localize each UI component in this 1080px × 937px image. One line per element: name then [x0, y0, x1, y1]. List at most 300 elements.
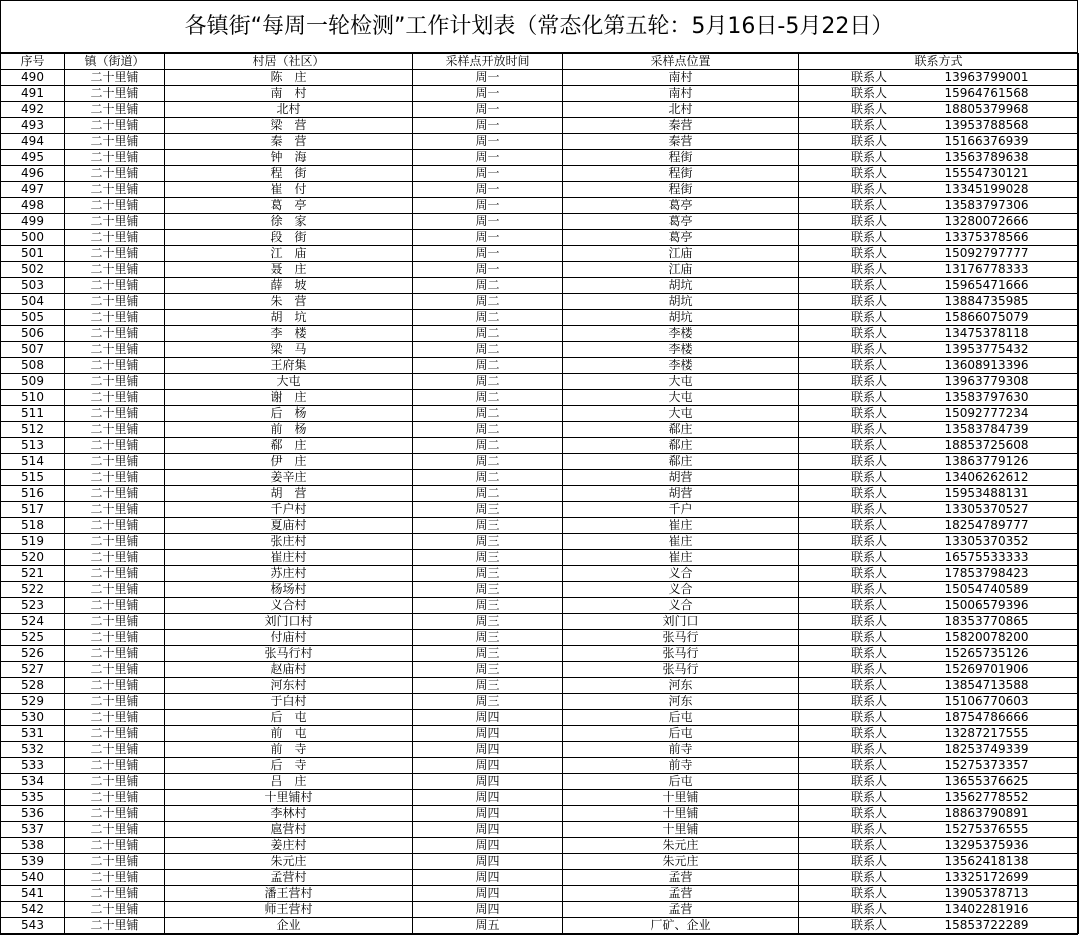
- cell-location: 胡营: [563, 486, 799, 502]
- cell-phone: 15275376555: [919, 822, 1079, 838]
- cell-time: 周三: [413, 598, 563, 614]
- cell-phone: 13562418138: [919, 854, 1079, 870]
- cell-phone: 13375378566: [919, 230, 1079, 246]
- cell-seq: 509: [1, 374, 65, 390]
- cell-time: 周四: [413, 726, 563, 742]
- cell-village: 梁 马: [165, 342, 413, 358]
- cell-phone: 13655376625: [919, 774, 1079, 790]
- cell-seq: 534: [1, 774, 65, 790]
- cell-village: 姜辛庄: [165, 470, 413, 486]
- cell-time: 周四: [413, 790, 563, 806]
- table-row: [1, 774, 1079, 790]
- cell-phone: 13953775432: [919, 342, 1079, 358]
- table-row: [1, 214, 1079, 230]
- cell-town: 二十里铺: [65, 678, 165, 694]
- cell-phone: 13287217555: [919, 726, 1079, 742]
- cell-seq: 533: [1, 758, 65, 774]
- cell-village: 朱元庄: [165, 854, 413, 870]
- cell-seq: 508: [1, 358, 65, 374]
- cell-town: 二十里铺: [65, 262, 165, 278]
- cell-time: 周二: [413, 294, 563, 310]
- cell-seq: 529: [1, 694, 65, 710]
- cell-time: 周一: [413, 214, 563, 230]
- cell-contact-label: 联系人: [799, 358, 919, 374]
- cell-location: 十里铺: [563, 822, 799, 838]
- cell-seq: 511: [1, 406, 65, 422]
- cell-contact-label: 联系人: [799, 870, 919, 886]
- cell-contact-label: 联系人: [799, 470, 919, 486]
- cell-time: 周三: [413, 646, 563, 662]
- cell-contact-label: 联系人: [799, 182, 919, 198]
- cell-contact-label: 联系人: [799, 502, 919, 518]
- cell-contact-label: 联系人: [799, 790, 919, 806]
- cell-contact-label: 联系人: [799, 662, 919, 678]
- cell-phone: 15166376939: [919, 134, 1079, 150]
- table-row: [1, 662, 1079, 678]
- table-row: [1, 502, 1079, 518]
- cell-contact-label: 联系人: [799, 454, 919, 470]
- cell-town: 二十里铺: [65, 550, 165, 566]
- cell-village: 崔 付: [165, 182, 413, 198]
- cell-village: 江 庙: [165, 246, 413, 262]
- schedule-table: [0, 53, 1079, 934]
- cell-phone: 18254789777: [919, 518, 1079, 534]
- cell-village: 张马行村: [165, 646, 413, 662]
- cell-phone: 17853798423: [919, 566, 1079, 582]
- cell-phone: 13905378713: [919, 886, 1079, 902]
- cell-time: 周三: [413, 582, 563, 598]
- cell-time: 周二: [413, 486, 563, 502]
- cell-time: 周一: [413, 70, 563, 86]
- cell-village: 薛 坡: [165, 278, 413, 294]
- cell-time: 周二: [413, 470, 563, 486]
- cell-phone: 13305370527: [919, 502, 1079, 518]
- cell-phone: 13563789638: [919, 150, 1079, 166]
- cell-village: 师王营村: [165, 902, 413, 918]
- cell-location: 葛亭: [563, 198, 799, 214]
- cell-contact-label: 联系人: [799, 150, 919, 166]
- cell-town: 二十里铺: [65, 566, 165, 582]
- cell-time: 周二: [413, 358, 563, 374]
- cell-town: 二十里铺: [65, 374, 165, 390]
- table-row: [1, 374, 1079, 390]
- cell-village: 刘门口村: [165, 614, 413, 630]
- cell-location: 义合: [563, 566, 799, 582]
- cell-town: 二十里铺: [65, 326, 165, 342]
- table-row: [1, 230, 1079, 246]
- cell-town: 二十里铺: [65, 694, 165, 710]
- table-row: [1, 614, 1079, 630]
- cell-time: 周四: [413, 822, 563, 838]
- table-row: [1, 358, 1079, 374]
- cell-seq: 496: [1, 166, 65, 182]
- cell-phone: 13583797306: [919, 198, 1079, 214]
- cell-time: 周一: [413, 86, 563, 102]
- cell-contact-label: 联系人: [799, 710, 919, 726]
- cell-seq: 524: [1, 614, 65, 630]
- table-row: [1, 454, 1079, 470]
- table-row: [1, 294, 1079, 310]
- cell-village: 李林村: [165, 806, 413, 822]
- cell-village: 河东村: [165, 678, 413, 694]
- cell-time: 周三: [413, 678, 563, 694]
- cell-location: 孟营: [563, 902, 799, 918]
- cell-contact-label: 联系人: [799, 278, 919, 294]
- cell-contact-label: 联系人: [799, 742, 919, 758]
- cell-village: 后 屯: [165, 710, 413, 726]
- cell-location: 崔庄: [563, 534, 799, 550]
- table-row: [1, 598, 1079, 614]
- cell-location: 大屯: [563, 406, 799, 422]
- cell-contact-label: 联系人: [799, 406, 919, 422]
- cell-village: 潘王营村: [165, 886, 413, 902]
- cell-phone: 13345199028: [919, 182, 1079, 198]
- cell-village: 付庙村: [165, 630, 413, 646]
- cell-village: 徐 家: [165, 214, 413, 230]
- table-row: [1, 902, 1079, 918]
- cell-location: 大屯: [563, 374, 799, 390]
- cell-phone: 18853725608: [919, 438, 1079, 454]
- cell-seq: 505: [1, 310, 65, 326]
- cell-phone: 15853722289: [919, 918, 1079, 934]
- cell-location: 厂矿、企业: [563, 918, 799, 934]
- cell-seq: 540: [1, 870, 65, 886]
- cell-contact-label: 联系人: [799, 198, 919, 214]
- cell-village: 朱 营: [165, 294, 413, 310]
- cell-town: 二十里铺: [65, 630, 165, 646]
- cell-time: 周二: [413, 278, 563, 294]
- cell-phone: 15953488131: [919, 486, 1079, 502]
- cell-phone: 13402281916: [919, 902, 1079, 918]
- cell-village: 郗 庄: [165, 438, 413, 454]
- cell-seq: 502: [1, 262, 65, 278]
- cell-village: 前 寺: [165, 742, 413, 758]
- cell-seq: 495: [1, 150, 65, 166]
- cell-contact-label: 联系人: [799, 646, 919, 662]
- cell-village: 胡 营: [165, 486, 413, 502]
- cell-phone: 15054740589: [919, 582, 1079, 598]
- cell-seq: 539: [1, 854, 65, 870]
- cell-seq: 504: [1, 294, 65, 310]
- cell-phone: 15965471666: [919, 278, 1079, 294]
- cell-contact-label: 联系人: [799, 486, 919, 502]
- cell-seq: 518: [1, 518, 65, 534]
- cell-village: 后 寺: [165, 758, 413, 774]
- table-row: [1, 246, 1079, 262]
- cell-town: 二十里铺: [65, 646, 165, 662]
- cell-seq: 514: [1, 454, 65, 470]
- cell-time: 周二: [413, 342, 563, 358]
- cell-contact-label: 联系人: [799, 838, 919, 854]
- cell-village: 秦 营: [165, 134, 413, 150]
- cell-phone: 13176778333: [919, 262, 1079, 278]
- cell-phone: 15269701906: [919, 662, 1079, 678]
- cell-location: 十里铺: [563, 790, 799, 806]
- cell-village: 孟营村: [165, 870, 413, 886]
- cell-location: 南村: [563, 70, 799, 86]
- cell-time: 周一: [413, 262, 563, 278]
- cell-phone: 13325172699: [919, 870, 1079, 886]
- cell-contact-label: 联系人: [799, 678, 919, 694]
- cell-seq: 490: [1, 70, 65, 86]
- table-row: [1, 870, 1079, 886]
- cell-time: 周一: [413, 118, 563, 134]
- table-row: [1, 182, 1079, 198]
- cell-location: 程街: [563, 150, 799, 166]
- cell-location: 河东: [563, 694, 799, 710]
- cell-village: 葛 亭: [165, 198, 413, 214]
- cell-phone: 16575533333: [919, 550, 1079, 566]
- cell-location: 十里铺: [563, 806, 799, 822]
- cell-village: 夏庙村: [165, 518, 413, 534]
- cell-location: 胡坑: [563, 294, 799, 310]
- cell-village: 千户村: [165, 502, 413, 518]
- cell-time: 周四: [413, 710, 563, 726]
- cell-town: 二十里铺: [65, 86, 165, 102]
- cell-seq: 530: [1, 710, 65, 726]
- cell-location: 程街: [563, 182, 799, 198]
- table-row: [1, 470, 1079, 486]
- table-body: [1, 70, 1079, 934]
- cell-contact-label: 联系人: [799, 582, 919, 598]
- cell-town: 二十里铺: [65, 454, 165, 470]
- cell-location: 后屯: [563, 710, 799, 726]
- cell-time: 周二: [413, 422, 563, 438]
- cell-town: 二十里铺: [65, 342, 165, 358]
- cell-time: 周一: [413, 166, 563, 182]
- cell-town: 二十里铺: [65, 742, 165, 758]
- cell-contact-label: 联系人: [799, 694, 919, 710]
- cell-time: 周三: [413, 662, 563, 678]
- cell-contact-label: 联系人: [799, 534, 919, 550]
- cell-contact-label: 联系人: [799, 726, 919, 742]
- cell-location: 葛亭: [563, 230, 799, 246]
- cell-contact-label: 联系人: [799, 822, 919, 838]
- cell-town: 二十里铺: [65, 726, 165, 742]
- cell-time: 周三: [413, 534, 563, 550]
- cell-town: 二十里铺: [65, 438, 165, 454]
- cell-town: 二十里铺: [65, 166, 165, 182]
- cell-village: 企业: [165, 918, 413, 934]
- table-row: [1, 806, 1079, 822]
- cell-seq: 507: [1, 342, 65, 358]
- cell-village: 吕 庄: [165, 774, 413, 790]
- table-row: [1, 326, 1079, 342]
- header-time: 采样点开放时间: [413, 54, 563, 70]
- cell-contact-label: 联系人: [799, 390, 919, 406]
- cell-village: 南 村: [165, 86, 413, 102]
- table-row: [1, 582, 1079, 598]
- cell-phone: 13963779308: [919, 374, 1079, 390]
- table-row: [1, 310, 1079, 326]
- cell-time: 周四: [413, 806, 563, 822]
- cell-contact-label: 联系人: [799, 326, 919, 342]
- cell-time: 周二: [413, 438, 563, 454]
- cell-phone: 13608913396: [919, 358, 1079, 374]
- cell-location: 张马行: [563, 662, 799, 678]
- cell-village: 后 杨: [165, 406, 413, 422]
- cell-phone: 15006579396: [919, 598, 1079, 614]
- header-contact: 联系方式: [799, 54, 1079, 70]
- cell-seq: 536: [1, 806, 65, 822]
- cell-phone: 18805379968: [919, 102, 1079, 118]
- cell-seq: 491: [1, 86, 65, 102]
- cell-time: 周三: [413, 614, 563, 630]
- cell-town: 二十里铺: [65, 518, 165, 534]
- cell-town: 二十里铺: [65, 102, 165, 118]
- cell-location: 张马行: [563, 646, 799, 662]
- cell-town: 二十里铺: [65, 710, 165, 726]
- cell-time: 周一: [413, 102, 563, 118]
- table-row: [1, 854, 1079, 870]
- cell-location: 崔庄: [563, 550, 799, 566]
- cell-town: 二十里铺: [65, 422, 165, 438]
- cell-contact-label: 联系人: [799, 166, 919, 182]
- cell-contact-label: 联系人: [799, 310, 919, 326]
- cell-contact-label: 联系人: [799, 774, 919, 790]
- cell-seq: 537: [1, 822, 65, 838]
- cell-village: 崔庄村: [165, 550, 413, 566]
- cell-time: 周三: [413, 566, 563, 582]
- table-row: [1, 838, 1079, 854]
- table-row: [1, 550, 1079, 566]
- cell-location: 后屯: [563, 726, 799, 742]
- cell-location: 朱元庄: [563, 854, 799, 870]
- cell-time: 周一: [413, 230, 563, 246]
- cell-contact-label: 联系人: [799, 598, 919, 614]
- cell-town: 二十里铺: [65, 598, 165, 614]
- cell-seq: 500: [1, 230, 65, 246]
- cell-town: 二十里铺: [65, 486, 165, 502]
- cell-contact-label: 联系人: [799, 902, 919, 918]
- cell-seq: 512: [1, 422, 65, 438]
- cell-village: 段 街: [165, 230, 413, 246]
- header-town: 镇（街道）: [65, 54, 165, 70]
- header-seq: 序号: [1, 54, 65, 70]
- cell-seq: 520: [1, 550, 65, 566]
- cell-town: 二十里铺: [65, 150, 165, 166]
- cell-contact-label: 联系人: [799, 438, 919, 454]
- cell-village: 陈 庄: [165, 70, 413, 86]
- cell-town: 二十里铺: [65, 774, 165, 790]
- cell-contact-label: 联系人: [799, 102, 919, 118]
- cell-phone: 15820078200: [919, 630, 1079, 646]
- cell-seq: 543: [1, 918, 65, 934]
- cell-contact-label: 联系人: [799, 294, 919, 310]
- table-row: [1, 726, 1079, 742]
- cell-town: 二十里铺: [65, 310, 165, 326]
- cell-town: 二十里铺: [65, 758, 165, 774]
- cell-seq: 526: [1, 646, 65, 662]
- cell-seq: 510: [1, 390, 65, 406]
- cell-phone: 15106770603: [919, 694, 1079, 710]
- cell-phone: 15275373357: [919, 758, 1079, 774]
- cell-phone: 15092797777: [919, 246, 1079, 262]
- cell-village: 扈营村: [165, 822, 413, 838]
- header-location: 采样点位置: [563, 54, 799, 70]
- cell-village: 王府集: [165, 358, 413, 374]
- cell-time: 周二: [413, 374, 563, 390]
- cell-location: 千户: [563, 502, 799, 518]
- cell-town: 二十里铺: [65, 662, 165, 678]
- cell-phone: 18353770865: [919, 614, 1079, 630]
- cell-location: 李楼: [563, 342, 799, 358]
- cell-time: 周一: [413, 150, 563, 166]
- cell-location: 秦营: [563, 118, 799, 134]
- table-row: [1, 102, 1079, 118]
- cell-village: 义合村: [165, 598, 413, 614]
- cell-contact-label: 联系人: [799, 518, 919, 534]
- cell-time: 周四: [413, 758, 563, 774]
- cell-time: 周三: [413, 550, 563, 566]
- cell-village: 胡 坑: [165, 310, 413, 326]
- cell-time: 周三: [413, 518, 563, 534]
- cell-location: 郗庄: [563, 454, 799, 470]
- cell-phone: 13884735985: [919, 294, 1079, 310]
- cell-location: 李楼: [563, 326, 799, 342]
- cell-seq: 531: [1, 726, 65, 742]
- cell-time: 周三: [413, 630, 563, 646]
- cell-town: 二十里铺: [65, 70, 165, 86]
- cell-phone: 13295375936: [919, 838, 1079, 854]
- cell-contact-label: 联系人: [799, 214, 919, 230]
- cell-location: 胡营: [563, 470, 799, 486]
- table-row: [1, 742, 1079, 758]
- cell-phone: 13583784739: [919, 422, 1079, 438]
- cell-town: 二十里铺: [65, 390, 165, 406]
- table-row: [1, 134, 1079, 150]
- cell-village: 前 杨: [165, 422, 413, 438]
- cell-seq: 515: [1, 470, 65, 486]
- cell-seq: 528: [1, 678, 65, 694]
- cell-location: 孟营: [563, 870, 799, 886]
- cell-town: 二十里铺: [65, 214, 165, 230]
- cell-contact-label: 联系人: [799, 614, 919, 630]
- cell-phone: 15265735126: [919, 646, 1079, 662]
- cell-town: 二十里铺: [65, 358, 165, 374]
- cell-village: 苏庄村: [165, 566, 413, 582]
- cell-town: 二十里铺: [65, 278, 165, 294]
- cell-time: 周一: [413, 134, 563, 150]
- table-row: [1, 278, 1079, 294]
- cell-location: 胡坑: [563, 278, 799, 294]
- cell-village: 北村: [165, 102, 413, 118]
- cell-location: 河东: [563, 678, 799, 694]
- cell-phone: 13562778552: [919, 790, 1079, 806]
- cell-seq: 525: [1, 630, 65, 646]
- cell-location: 张马行: [563, 630, 799, 646]
- table-row: [1, 790, 1079, 806]
- cell-location: 秦营: [563, 134, 799, 150]
- cell-contact-label: 联系人: [799, 758, 919, 774]
- cell-phone: 13280072666: [919, 214, 1079, 230]
- table-row: [1, 262, 1079, 278]
- cell-contact-label: 联系人: [799, 230, 919, 246]
- cell-phone: 13953788568: [919, 118, 1079, 134]
- cell-location: 胡坑: [563, 310, 799, 326]
- cell-town: 二十里铺: [65, 534, 165, 550]
- cell-seq: 499: [1, 214, 65, 230]
- cell-seq: 494: [1, 134, 65, 150]
- cell-location: 朱元庄: [563, 838, 799, 854]
- cell-time: 周四: [413, 886, 563, 902]
- cell-time: 周四: [413, 854, 563, 870]
- cell-village: 大屯: [165, 374, 413, 390]
- table-row: [1, 758, 1079, 774]
- cell-time: 周二: [413, 454, 563, 470]
- table-row: [1, 422, 1079, 438]
- table-row: [1, 518, 1079, 534]
